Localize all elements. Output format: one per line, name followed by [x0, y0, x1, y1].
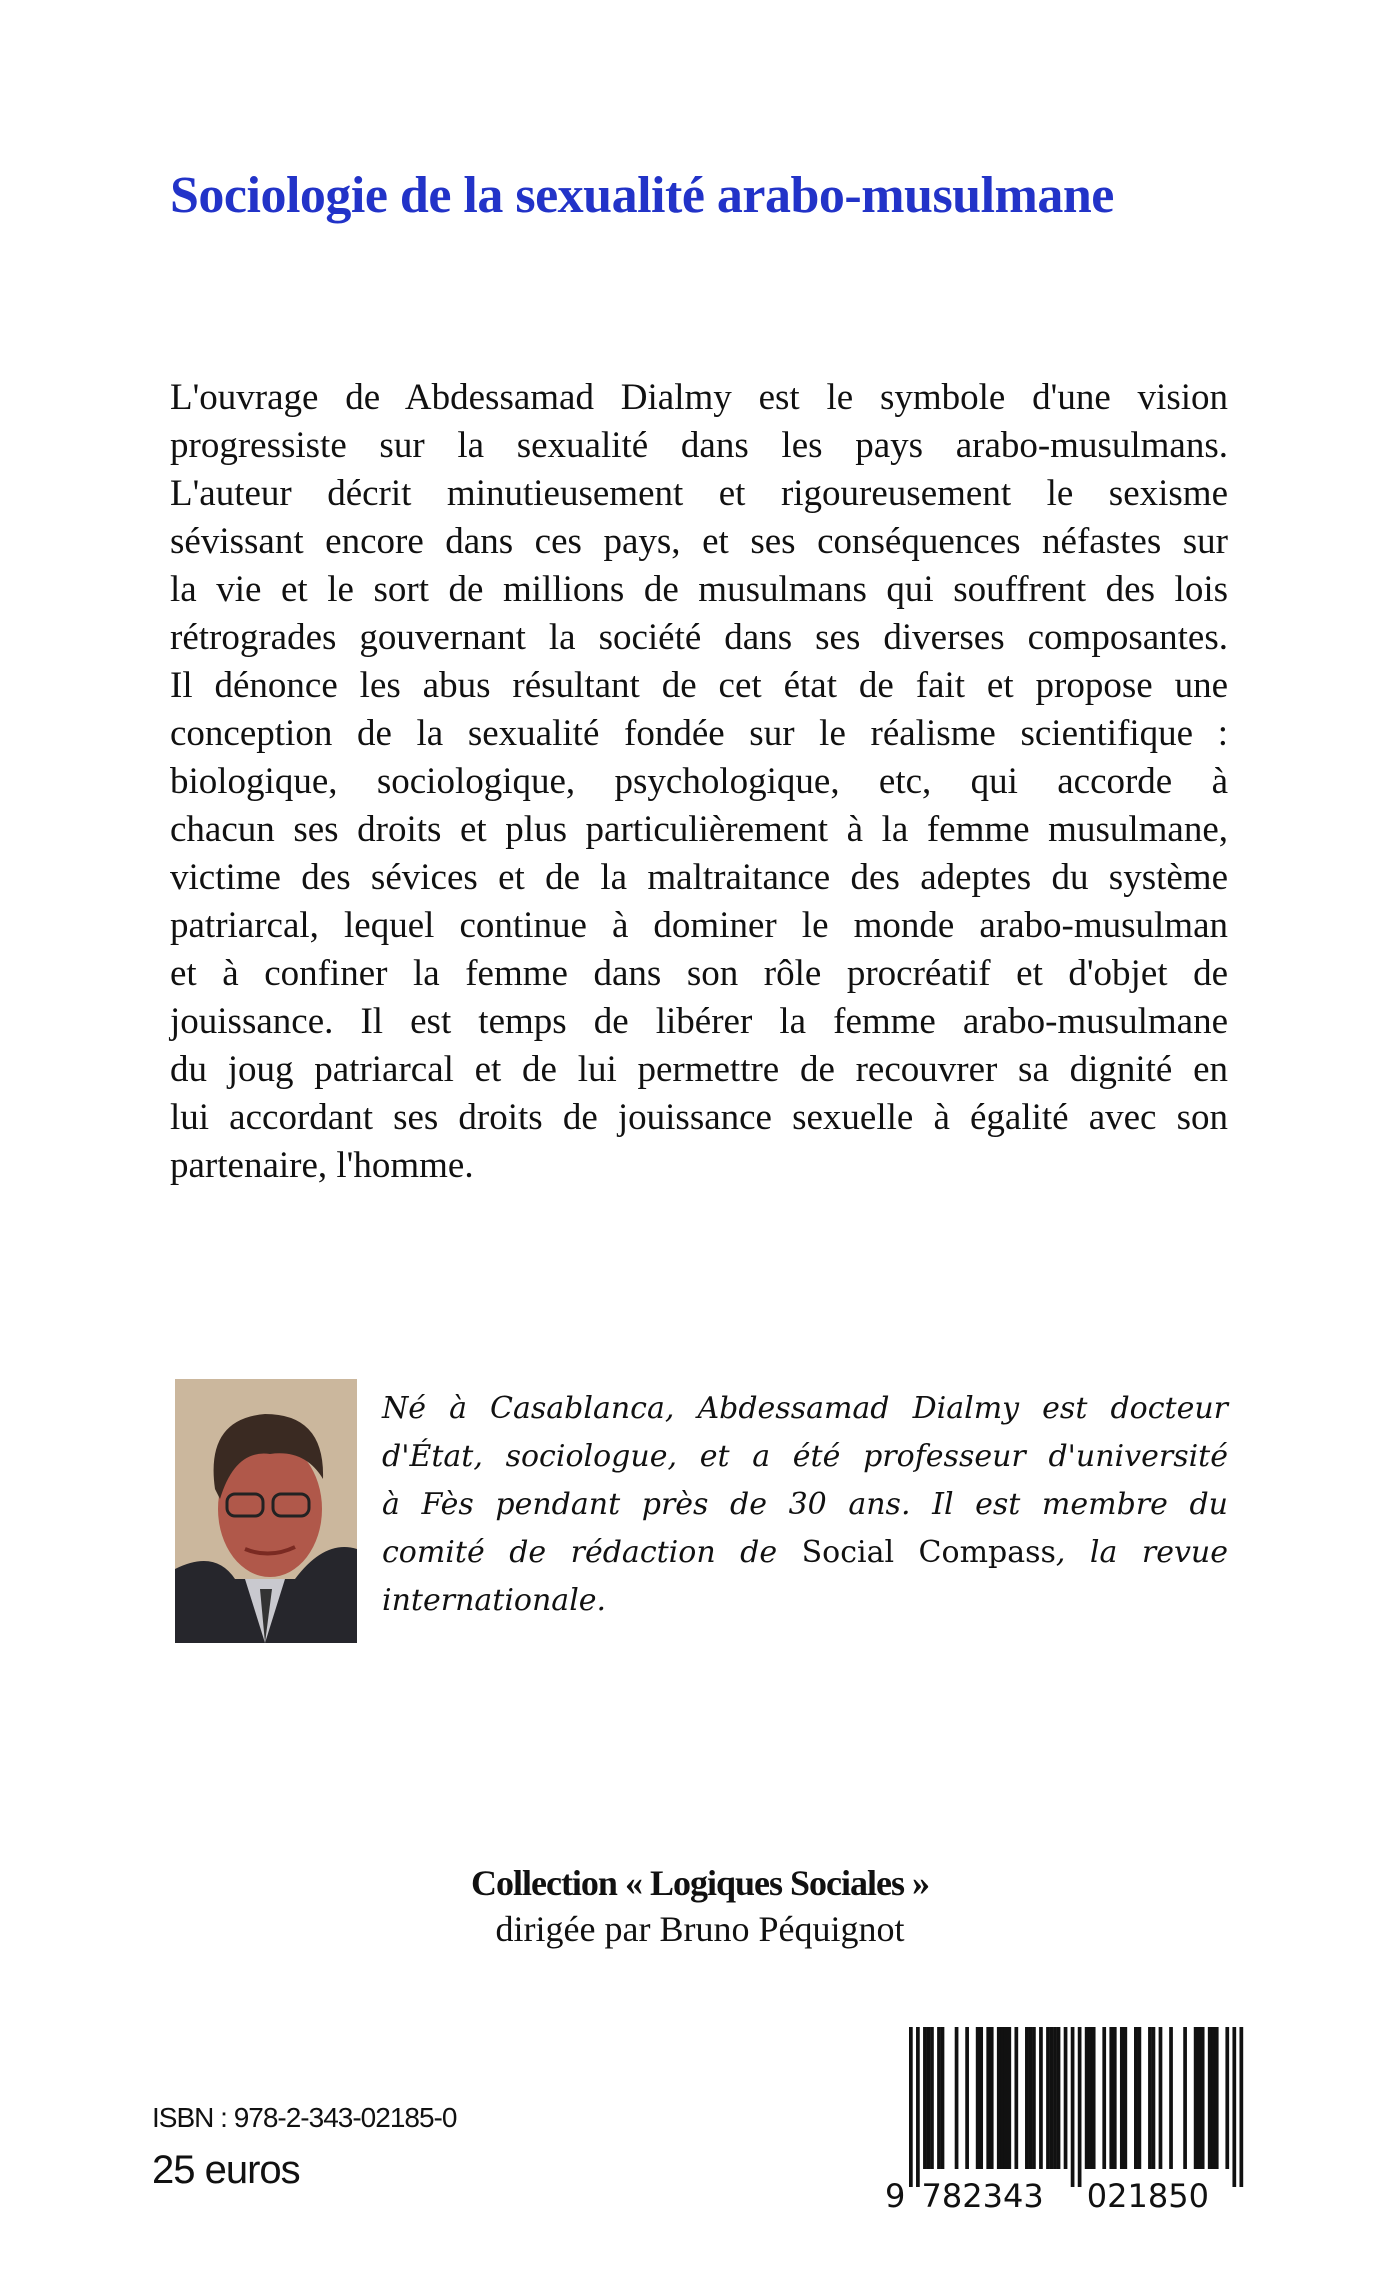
- barcode-bar: [1208, 2027, 1212, 2169]
- bio-line: à Fès pendant près de 30 ans. Il est membre du: [382, 1487, 1228, 1522]
- summary-line: et à confiner la femme dans son rôle procréatif et d'objet de: [170, 953, 1228, 994]
- barcode-bar: [941, 2027, 945, 2169]
- barcode-bar: [930, 2027, 934, 2169]
- barcode-bar: [1159, 2027, 1163, 2169]
- barcode-bar: [976, 2027, 980, 2169]
- barcode-bar: [1064, 2027, 1068, 2169]
- barcode-bar: [1120, 2027, 1124, 2169]
- barcode-bar: [1102, 2027, 1106, 2169]
- barcode-bar: [1053, 2027, 1057, 2169]
- barcode-bar: [1050, 2027, 1054, 2169]
- barcode-bar: [1029, 2027, 1033, 2169]
- summary-line: sévissant encore dans ces pays, et ses conséquences néfastes sur: [170, 521, 1228, 562]
- bio-line: d'État, sociologue, et a été professeur d'université: [382, 1439, 1228, 1474]
- author-bio: [382, 1385, 1228, 1625]
- book-summary: [170, 374, 1228, 1190]
- barcode-bar: [1085, 2027, 1089, 2169]
- barcode-bar: [1025, 2027, 1029, 2169]
- barcode-bar: [1148, 2027, 1152, 2169]
- journal-name: Social Compass: [801, 1535, 1056, 1570]
- summary-line: L'ouvrage de Abdessamad Dialmy est le symbole d'une vision: [170, 377, 1228, 418]
- barcode-bar: [1197, 2027, 1201, 2169]
- summary-line: jouissance. Il est temps de libérer la femme arabo-musulmane: [170, 1001, 1228, 1042]
- barcode-bar: [1039, 2027, 1043, 2169]
- barcode-bar: [1123, 2027, 1127, 2169]
- summary-line: rétrogrades gouvernant la société dans ses diverses composantes.: [170, 617, 1228, 658]
- barcode-bar: [1092, 2027, 1096, 2169]
- barcode-bar: [1201, 2027, 1205, 2169]
- summary-line: la vie et le sort de millions de musulmans qui souffrent des lois: [170, 569, 1228, 610]
- barcode-bar: [1071, 2027, 1075, 2187]
- barcode-digits: 9: [885, 2177, 906, 2215]
- barcode-bar: [1113, 2027, 1117, 2169]
- summary-line: chacun ses droits et plus particulièrement à la femme musulmane,: [170, 809, 1228, 850]
- barcode-bar: [1211, 2027, 1215, 2169]
- barcode-bar: [1215, 2027, 1219, 2169]
- barcode-bar: [1225, 2027, 1229, 2169]
- price: 25 euros: [152, 2148, 300, 2192]
- author-photo: [175, 1379, 357, 1643]
- barcode-bar: [1152, 2027, 1156, 2169]
- barcode-bar: [1057, 2027, 1061, 2169]
- barcode-bar: [1078, 2027, 1082, 2187]
- barcode-bar: [1007, 2027, 1011, 2169]
- barcode-bar: [937, 2027, 941, 2169]
- summary-line: du joug patriarcal et de lui permettre de recouvrer sa dignité en: [170, 1049, 1228, 1090]
- summary-line: progressiste sur la sexualité dans les pays arabo-musulmans.: [170, 425, 1228, 466]
- barcode-bar: [1183, 2027, 1187, 2169]
- barcode-bar: [927, 2027, 931, 2169]
- barcode-digits: 021850: [1086, 2177, 1209, 2215]
- barcode-bar: [916, 2027, 920, 2187]
- barcode: [885, 2027, 1247, 2217]
- bio-line: Né à Casablanca, Abdessamad Dialmy est docteur: [382, 1391, 1228, 1426]
- barcode-bar: [986, 2027, 990, 2169]
- barcode-bar: [1032, 2027, 1036, 2169]
- bio-line: internationale.: [382, 1583, 607, 1618]
- barcode-bar: [990, 2027, 994, 2169]
- bio-text: , la revue: [1055, 1535, 1229, 1570]
- bio-line: [382, 1529, 1228, 1577]
- barcode-bar: [1138, 2027, 1142, 2169]
- summary-line: victime des sévices et de la maltraitance des adeptes du système: [170, 857, 1228, 898]
- summary-line: L'auteur décrit minutieusement et rigoureusement le sexisme: [170, 473, 1228, 514]
- barcode-bar: [1000, 2027, 1004, 2169]
- bio-text: comité de rédaction de: [382, 1535, 802, 1570]
- summary-line: lui accordant ses droits de jouissance sexuelle à égalité avec son: [170, 1097, 1228, 1138]
- barcode-bar: [909, 2027, 913, 2187]
- collection-director: dirigée par Bruno Péquignot: [495, 1909, 905, 1949]
- collection-info: [0, 1862, 1400, 1950]
- barcode-bar: [1014, 2027, 1018, 2169]
- barcode-bar: [997, 2027, 1001, 2169]
- barcode-bar: [1109, 2027, 1113, 2169]
- barcode-bar: [923, 2027, 927, 2169]
- summary-line: biologique, sociologique, psychologique, etc, qui accorde à: [170, 761, 1228, 802]
- barcode-bar: [955, 2027, 959, 2169]
- barcode-bar: [1232, 2027, 1236, 2187]
- collection-name: Collection « Logiques Sociales »: [470, 1863, 929, 1903]
- barcode-bar: [965, 2027, 969, 2169]
- summary-line: conception de la sexualité fondée sur le réalisme scientifique :: [170, 713, 1228, 754]
- barcode-bar: [1134, 2027, 1138, 2169]
- barcode-bar: [1088, 2027, 1092, 2169]
- barcode-digits: 782343: [921, 2177, 1044, 2215]
- isbn: ISBN : 978-2-343-02185-0: [152, 2102, 457, 2133]
- barcode-bar: [1239, 2027, 1243, 2187]
- barcode-bar: [1169, 2027, 1173, 2169]
- book-title: Sociologie de la sexualité arabo-musulmane: [170, 167, 1114, 224]
- summary-line: Il dénonce les abus résultant de cet état de fait et propose une: [170, 665, 1228, 706]
- barcode-bar: [1194, 2027, 1198, 2169]
- summary-line: partenaire, l'homme.: [170, 1145, 474, 1186]
- barcode-bar: [1004, 2027, 1008, 2169]
- barcode-bar: [979, 2027, 983, 2169]
- barcode-bar: [1046, 2027, 1050, 2169]
- summary-line: patriarcal, lequel continue à dominer le monde arabo-musulman: [170, 905, 1228, 946]
